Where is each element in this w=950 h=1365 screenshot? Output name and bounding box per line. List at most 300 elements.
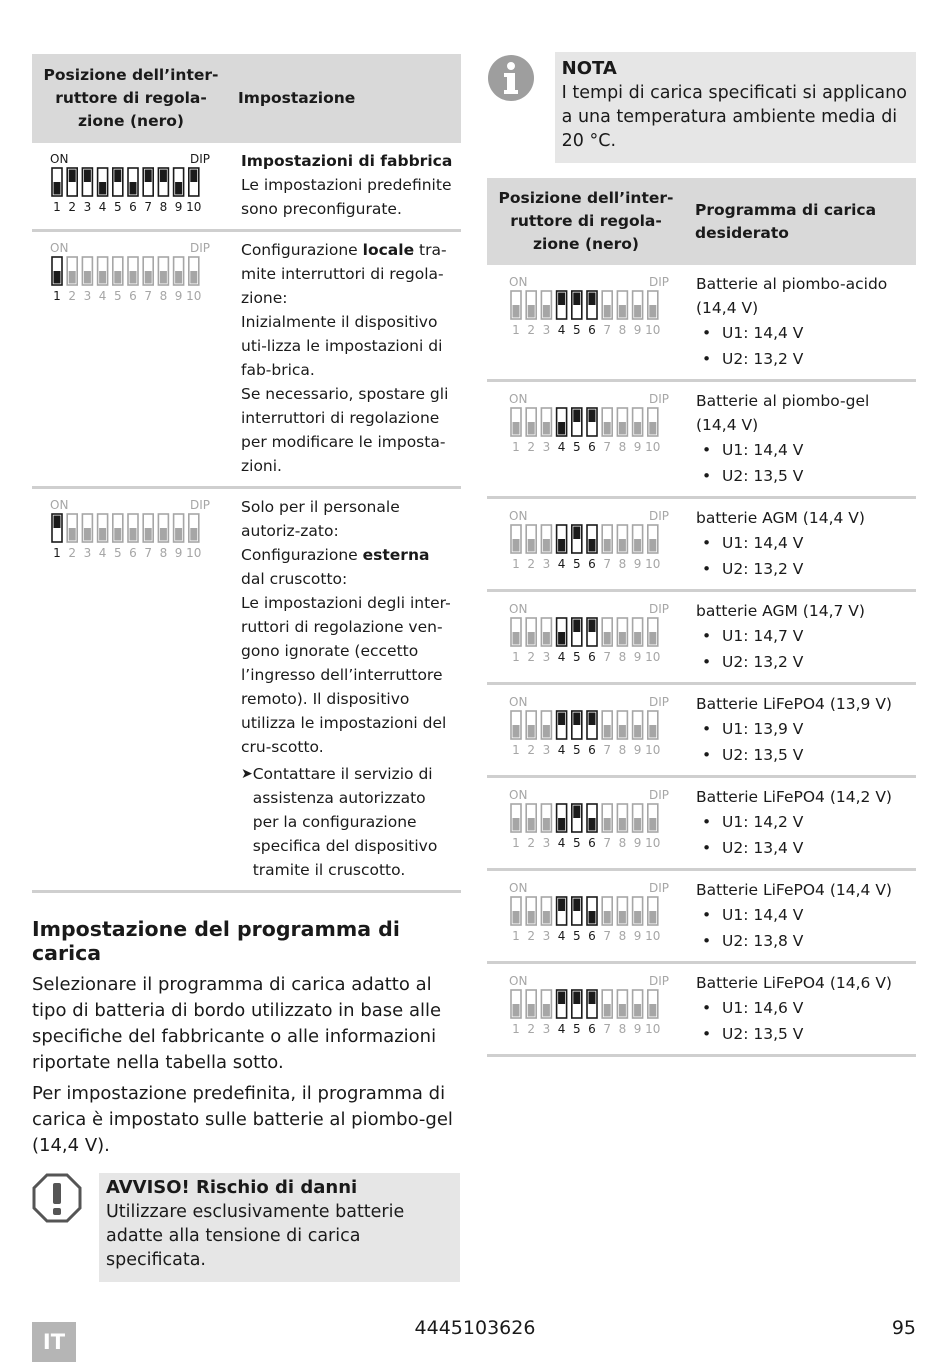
program-cell xyxy=(685,777,916,870)
list-item: • U1: 14,2 V xyxy=(702,813,804,831)
dip-switch-diagram xyxy=(509,882,674,944)
dip-switch-7 xyxy=(602,291,612,319)
dip-number: 5 xyxy=(572,743,581,757)
dip-label: DIP xyxy=(648,276,669,289)
list-item: • U1: 14,6 V xyxy=(702,999,804,1017)
dip-label: DIP xyxy=(189,153,210,166)
program-cell xyxy=(685,684,916,777)
dip-switch-1 xyxy=(511,408,521,436)
dip-switch-8 xyxy=(158,168,168,196)
table-row xyxy=(487,684,916,777)
dip-number: 9 xyxy=(633,743,642,757)
dip-switch-3 xyxy=(82,514,92,542)
setting-text: Se necessario, spostare gli interruttori di regolazione per modificare le imposta-zioni. xyxy=(241,385,449,475)
dip-label: DIP xyxy=(648,789,669,802)
dip-switch-1 xyxy=(511,897,521,925)
dip-number: 7 xyxy=(144,200,153,214)
dip-number: 3 xyxy=(542,650,551,664)
dip-label: DIP xyxy=(648,975,669,988)
dip-switch-4 xyxy=(98,257,108,285)
dip-number: 4 xyxy=(98,200,107,214)
dip-number: 2 xyxy=(68,200,77,214)
dip-number: 7 xyxy=(603,557,612,571)
dip-switch-7 xyxy=(143,257,153,285)
dip-number: 8 xyxy=(618,743,627,757)
dip-switch-4 xyxy=(557,618,567,646)
setting-text: Solo per il personale autoriz-zato: xyxy=(241,498,400,540)
dip-number: 5 xyxy=(572,557,581,571)
dip-number: 7 xyxy=(603,836,612,850)
dip-number: 3 xyxy=(542,836,551,850)
keyword-external: esterna xyxy=(362,546,430,564)
dip-number: 1 xyxy=(512,1022,520,1036)
dip-switch-4 xyxy=(557,990,567,1018)
dip-number: 10 xyxy=(645,650,661,664)
list-item: • U1: 14,4 V xyxy=(702,441,804,459)
dip-number: 5 xyxy=(572,929,581,943)
dip-number: 4 xyxy=(557,929,566,943)
dip-number: 4 xyxy=(557,650,566,664)
dip-on-label: ON xyxy=(509,696,528,709)
dip-switch-9 xyxy=(633,618,643,646)
dip-switch-2 xyxy=(526,711,536,739)
dip-number: 9 xyxy=(174,546,183,560)
warning-title: AVVISO! Rischio di danni xyxy=(106,1177,358,1198)
list-item: • U2: 13,2 V xyxy=(702,653,804,671)
dip-switch-9 xyxy=(174,168,184,196)
table2-header-position: Posizione dell’inter- ruttore di regola- zione (nero) xyxy=(487,178,685,265)
dip-switch-3 xyxy=(541,291,551,319)
dip-switch-6 xyxy=(128,514,138,542)
dip-switch-10 xyxy=(189,514,199,542)
dip-number: 1 xyxy=(512,323,520,337)
dip-switch-1 xyxy=(511,711,521,739)
dip-switch-6 xyxy=(587,291,597,319)
table-row xyxy=(487,963,916,1056)
document-number: 4445103626 xyxy=(414,1317,536,1339)
dip-number: 2 xyxy=(527,323,536,337)
dip-switch-3 xyxy=(541,897,551,925)
dip-label: DIP xyxy=(189,499,210,512)
dip-switch-2 xyxy=(67,168,77,196)
dip-on-label: ON xyxy=(509,882,528,895)
dip-number: 3 xyxy=(542,1022,551,1036)
dip-number: 6 xyxy=(588,1022,596,1036)
dip-number: 8 xyxy=(159,200,168,214)
dip-number: 6 xyxy=(588,440,596,454)
page-number: 95 xyxy=(891,1317,916,1339)
dip-number: 5 xyxy=(572,1022,581,1036)
dip-switch-2 xyxy=(526,408,536,436)
charge-program-table xyxy=(487,178,916,1057)
dip-switch-9 xyxy=(633,990,643,1018)
dip-switch-10 xyxy=(648,897,658,925)
dip-switch-8 xyxy=(617,291,627,319)
dip-number: 10 xyxy=(645,836,661,850)
dip-number: 7 xyxy=(144,546,153,560)
dip-switch-diagram xyxy=(509,603,674,665)
setting-text: Inizialmente il dispositivo uti-lizza le impostazioni di fab-brica. xyxy=(241,313,443,379)
warning-box xyxy=(32,1173,461,1282)
dip-switch-10 xyxy=(648,990,658,1018)
dip-number: 9 xyxy=(633,836,642,850)
dip-number: 2 xyxy=(527,743,536,757)
dip-switch-4 xyxy=(557,711,567,739)
dip-number: 9 xyxy=(633,1022,642,1036)
dip-switch-1 xyxy=(511,525,521,553)
dip-switch-diagram xyxy=(50,499,215,561)
dip-number: 9 xyxy=(633,929,642,943)
dip-number: 6 xyxy=(588,557,596,571)
dip-number: 6 xyxy=(129,289,137,303)
dip-switch-8 xyxy=(617,897,627,925)
dip-switch-6 xyxy=(587,804,597,832)
dip-switch-7 xyxy=(602,990,612,1018)
dip-on-label: ON xyxy=(50,499,69,512)
dip-switch-5 xyxy=(113,257,123,285)
dip-switch-5 xyxy=(572,711,582,739)
dip-number: 6 xyxy=(129,546,137,560)
dip-number: 9 xyxy=(633,557,642,571)
dip-switch-10 xyxy=(648,711,658,739)
dip-number: 6 xyxy=(588,743,596,757)
dip-number: 4 xyxy=(557,557,566,571)
battery-program-name: Batterie al piombo-acido (14,4 V) xyxy=(696,275,888,317)
dip-switch-1 xyxy=(511,804,521,832)
dip-number: 7 xyxy=(144,289,153,303)
dip-switch-9 xyxy=(633,408,643,436)
keyword-local: locale xyxy=(362,241,415,259)
list-item: • U2: 13,2 V xyxy=(702,560,804,578)
battery-program-name: Batterie LiFePO4 (14,6 V) xyxy=(696,974,892,992)
dip-switch-2 xyxy=(526,618,536,646)
dip-switch-8 xyxy=(158,514,168,542)
dip-number: 5 xyxy=(572,650,581,664)
dip-on-label: ON xyxy=(509,975,528,988)
dip-number: 7 xyxy=(603,743,612,757)
dip-number: 2 xyxy=(68,289,77,303)
dip-number: 7 xyxy=(603,1022,612,1036)
dip-switch-6 xyxy=(128,257,138,285)
dip-number: 3 xyxy=(83,546,92,560)
table-row xyxy=(32,488,461,892)
dip-switch-8 xyxy=(617,525,627,553)
list-item: • U1: 14,4 V xyxy=(702,534,804,552)
dip-switch-4 xyxy=(98,168,108,196)
program-cell xyxy=(685,870,916,963)
paragraph: Per impostazione predefinita, il programma di carica è impostato sulle batterie al piombo-gel (14,4 V). xyxy=(32,1083,453,1156)
dip-on-label: ON xyxy=(50,242,69,255)
dip-number: 1 xyxy=(53,289,61,303)
dip-switch-3 xyxy=(541,408,551,436)
dip-switch-2 xyxy=(526,804,536,832)
battery-program-name: Batterie LiFePO4 (13,9 V) xyxy=(696,695,892,713)
dip-switch-6 xyxy=(128,168,138,196)
table1-header-setting: Impostazione xyxy=(230,54,461,143)
dip-switch-9 xyxy=(633,291,643,319)
dip-number: 6 xyxy=(588,323,596,337)
dip-number: 6 xyxy=(588,650,596,664)
dip-switch-7 xyxy=(602,711,612,739)
dip-label: DIP xyxy=(648,510,669,523)
dip-number: 3 xyxy=(542,743,551,757)
dip-number: 2 xyxy=(527,440,536,454)
dip-number: 4 xyxy=(98,546,107,560)
list-item: • U1: 14,4 V xyxy=(702,324,804,342)
dip-switch-10 xyxy=(189,168,199,196)
dip-switch-7 xyxy=(602,897,612,925)
dip-number: 2 xyxy=(527,836,536,850)
dip-switch-4 xyxy=(557,408,567,436)
dip-switch-5 xyxy=(113,168,123,196)
dip-number: 8 xyxy=(618,440,627,454)
dip-number: 6 xyxy=(129,200,137,214)
dip-switch-4 xyxy=(557,804,567,832)
dip-on-label: ON xyxy=(509,603,528,616)
dip-switch-3 xyxy=(541,990,551,1018)
dip-number: 10 xyxy=(186,289,202,303)
battery-program-name: Batterie LiFePO4 (14,4 V) xyxy=(696,881,892,899)
dip-switch-diagram xyxy=(50,153,215,215)
dip-number: 3 xyxy=(83,200,92,214)
dip-switch-6 xyxy=(587,525,597,553)
dip-number: 8 xyxy=(618,323,627,337)
table1-header-position: Posizione dell’inter- ruttore di regola- zione (nero) xyxy=(32,54,230,143)
table-row xyxy=(487,498,916,591)
dip-number: 10 xyxy=(645,557,661,571)
dip-number: 10 xyxy=(645,929,661,943)
dip-switch-3 xyxy=(541,525,551,553)
dip-switch-8 xyxy=(617,408,627,436)
dip-number: 3 xyxy=(83,289,92,303)
dip-switch-5 xyxy=(113,514,123,542)
dip-number: 7 xyxy=(603,323,612,337)
dip-switch-10 xyxy=(648,291,658,319)
dip-switch-8 xyxy=(158,257,168,285)
dip-switch-diagram xyxy=(509,975,674,1037)
list-item: • U2: 13,5 V xyxy=(702,1025,804,1043)
dip-switch-7 xyxy=(143,514,153,542)
left-column xyxy=(32,54,461,1282)
dip-number: 10 xyxy=(186,546,202,560)
dip-switch-9 xyxy=(633,711,643,739)
dip-switch-10 xyxy=(648,408,658,436)
list-item: • U2: 13,5 V xyxy=(702,467,804,485)
dip-number: 1 xyxy=(512,836,520,850)
dip-switch-7 xyxy=(602,408,612,436)
dip-switch-7 xyxy=(602,525,612,553)
dip-switch-6 xyxy=(587,618,597,646)
table-row xyxy=(487,265,916,381)
dip-number: 7 xyxy=(603,650,612,664)
dip-number: 9 xyxy=(174,289,183,303)
program-cell xyxy=(685,381,916,498)
dip-number: 5 xyxy=(113,200,122,214)
setting-cell: Configurazione locale tra-mite interruttori di regola-zione: Inizialmente il dispositivo uti-lizza le impostazioni di fab-brica. Se necessario, spostare gli interruttori di regolazione per modificare le imposta-zioni. xyxy=(230,231,461,488)
dip-label: DIP xyxy=(189,242,210,255)
dip-switch-10 xyxy=(189,257,199,285)
dip-number: 8 xyxy=(618,929,627,943)
dip-switch-1 xyxy=(52,257,62,285)
dip-switch-3 xyxy=(82,168,92,196)
battery-program-name: batterie AGM (14,4 V) xyxy=(696,509,865,527)
dip-number: 8 xyxy=(618,1022,627,1036)
dip-number: 9 xyxy=(633,323,642,337)
list-item: • U1: 13,9 V xyxy=(702,720,804,738)
dip-number: 3 xyxy=(542,440,551,454)
dip-number: 1 xyxy=(512,743,520,757)
dip-switch-6 xyxy=(587,990,597,1018)
program-cell xyxy=(685,963,916,1056)
dip-number: 10 xyxy=(645,1022,661,1036)
dip-number: 1 xyxy=(512,557,520,571)
dip-switch-1 xyxy=(511,291,521,319)
dip-switch-1 xyxy=(511,618,521,646)
dip-number: 7 xyxy=(603,440,612,454)
dip-number: 8 xyxy=(618,836,627,850)
dip-switch-5 xyxy=(572,618,582,646)
list-item: • U1: 14,4 V xyxy=(702,906,804,924)
section-title: Impostazione del programma di carica xyxy=(32,917,400,965)
dip-switch-4 xyxy=(557,897,567,925)
battery-program-name: Batterie al piombo-gel (14,4 V) xyxy=(696,392,870,434)
dip-switch-2 xyxy=(67,514,77,542)
dip-number: 2 xyxy=(527,929,536,943)
dip-switch-8 xyxy=(617,804,627,832)
dip-switch-5 xyxy=(572,291,582,319)
dip-number: 3 xyxy=(542,929,551,943)
dip-switch-3 xyxy=(541,711,551,739)
setting-cell: Solo per il personale autoriz-zato: Configurazione esterna dal cruscotto: Le impostazioni degli inter-ruttori di regolazione ven-gono ignorate (eccetto l’ingresso dell’interruttore remoto). Il dispositivo utilizza le impostazioni del cru-scotto. ➤ Contattare il servizio di assistenza autorizzato per la configurazione specifica del dispositivo tramite il cruscotto. xyxy=(230,488,461,892)
program-cell xyxy=(685,265,916,381)
dip-switch-9 xyxy=(174,514,184,542)
dip-number: 5 xyxy=(113,289,122,303)
dip-switch-3 xyxy=(541,618,551,646)
program-cell xyxy=(685,498,916,591)
instruction-step: ➤ Contattare il servizio di assistenza autorizzato per la configurazione specifica del dispositivo tramite il cruscotto. xyxy=(241,762,455,882)
table-row xyxy=(487,591,916,684)
dip-number: 4 xyxy=(557,1022,566,1036)
dip-switch-8 xyxy=(617,618,627,646)
table-row xyxy=(487,777,916,870)
dip-switch-2 xyxy=(526,990,536,1018)
dip-number: 8 xyxy=(159,546,168,560)
language-badge: IT xyxy=(32,1322,76,1362)
dip-number: 8 xyxy=(159,289,168,303)
list-item: • U2: 13,8 V xyxy=(702,932,804,950)
program-cell xyxy=(685,591,916,684)
dip-switch-2 xyxy=(526,525,536,553)
factory-settings-table xyxy=(32,54,461,893)
dip-switch-7 xyxy=(602,804,612,832)
dip-number: 1 xyxy=(512,440,520,454)
dip-switch-1 xyxy=(52,168,62,196)
setting-cell xyxy=(230,143,461,231)
dip-switch-9 xyxy=(633,804,643,832)
dip-number: 5 xyxy=(113,546,122,560)
dip-on-label: ON xyxy=(509,393,528,406)
dip-switch-3 xyxy=(541,804,551,832)
dip-number: 10 xyxy=(645,440,661,454)
dip-switch-4 xyxy=(98,514,108,542)
dip-switch-6 xyxy=(587,711,597,739)
dip-number: 4 xyxy=(557,836,566,850)
battery-program-name: Batterie LiFePO4 (14,2 V) xyxy=(696,788,892,806)
warning-text: Utilizzare esclusivamente batterie adatte alla tensione di carica specificata. xyxy=(106,1202,405,1270)
list-item: • U1: 14,7 V xyxy=(702,627,804,645)
dip-number: 2 xyxy=(68,546,77,560)
dip-label: DIP xyxy=(648,603,669,616)
dip-switch-2 xyxy=(526,897,536,925)
table-row xyxy=(32,143,461,231)
dip-switch-diagram xyxy=(50,242,215,304)
dip-switch-2 xyxy=(67,257,77,285)
dip-switch-2 xyxy=(526,291,536,319)
dip-switch-7 xyxy=(602,618,612,646)
dip-switch-9 xyxy=(633,525,643,553)
dip-switch-5 xyxy=(572,525,582,553)
dip-switch-10 xyxy=(648,804,658,832)
table-row xyxy=(487,870,916,963)
dip-number: 5 xyxy=(572,440,581,454)
dip-number: 5 xyxy=(572,323,581,337)
dip-switch-3 xyxy=(82,257,92,285)
dip-switch-4 xyxy=(557,525,567,553)
paragraph: Selezionare il programma di carica adatto al tipo di batteria di bordo utilizzato in base alle specifiche del fabbricante o alle informazioni riportate nella tabella sotto. xyxy=(32,974,442,1073)
warning-octagon-icon xyxy=(32,1173,82,1223)
table2-header-program: Programma di carica desiderato xyxy=(685,178,916,265)
dip-number: 1 xyxy=(53,546,61,560)
dip-number: 9 xyxy=(633,650,642,664)
list-item: • U2: 13,4 V xyxy=(702,839,804,857)
list-item: • U2: 13,5 V xyxy=(702,746,804,764)
dip-label: DIP xyxy=(648,393,669,406)
dip-number: 6 xyxy=(588,836,596,850)
dip-switch-8 xyxy=(617,711,627,739)
battery-program-name: batterie AGM (14,7 V) xyxy=(696,602,865,620)
dip-number: 2 xyxy=(527,650,536,664)
dip-on-label: ON xyxy=(509,510,528,523)
dip-number: 2 xyxy=(527,1022,536,1036)
dip-number: 10 xyxy=(645,323,661,337)
dip-number: 10 xyxy=(186,200,202,214)
dip-switch-diagram xyxy=(509,696,674,758)
dip-number: 1 xyxy=(512,650,520,664)
dip-switch-5 xyxy=(572,408,582,436)
arrow-icon: ➤ xyxy=(241,766,253,782)
dip-switch-5 xyxy=(572,990,582,1018)
note-box xyxy=(487,52,916,163)
dip-switch-8 xyxy=(617,990,627,1018)
dip-on-label: ON xyxy=(50,153,69,166)
dip-number: 8 xyxy=(618,557,627,571)
dip-number: 4 xyxy=(557,323,566,337)
dip-switch-10 xyxy=(648,618,658,646)
note-title: NOTA xyxy=(561,58,617,79)
dip-switch-6 xyxy=(587,897,597,925)
dip-switch-7 xyxy=(143,168,153,196)
dip-number: 7 xyxy=(603,929,612,943)
dip-number: 3 xyxy=(542,323,551,337)
dip-switch-5 xyxy=(572,897,582,925)
dip-switch-1 xyxy=(511,990,521,1018)
dip-number: 2 xyxy=(527,557,536,571)
note-text: I tempi di carica specificati si applicano a una temperatura ambiente media di 20 °C. xyxy=(561,83,907,151)
dip-switch-10 xyxy=(648,525,658,553)
dip-switch-diagram xyxy=(509,276,674,338)
right-column xyxy=(487,52,916,1057)
dip-number: 10 xyxy=(645,743,661,757)
